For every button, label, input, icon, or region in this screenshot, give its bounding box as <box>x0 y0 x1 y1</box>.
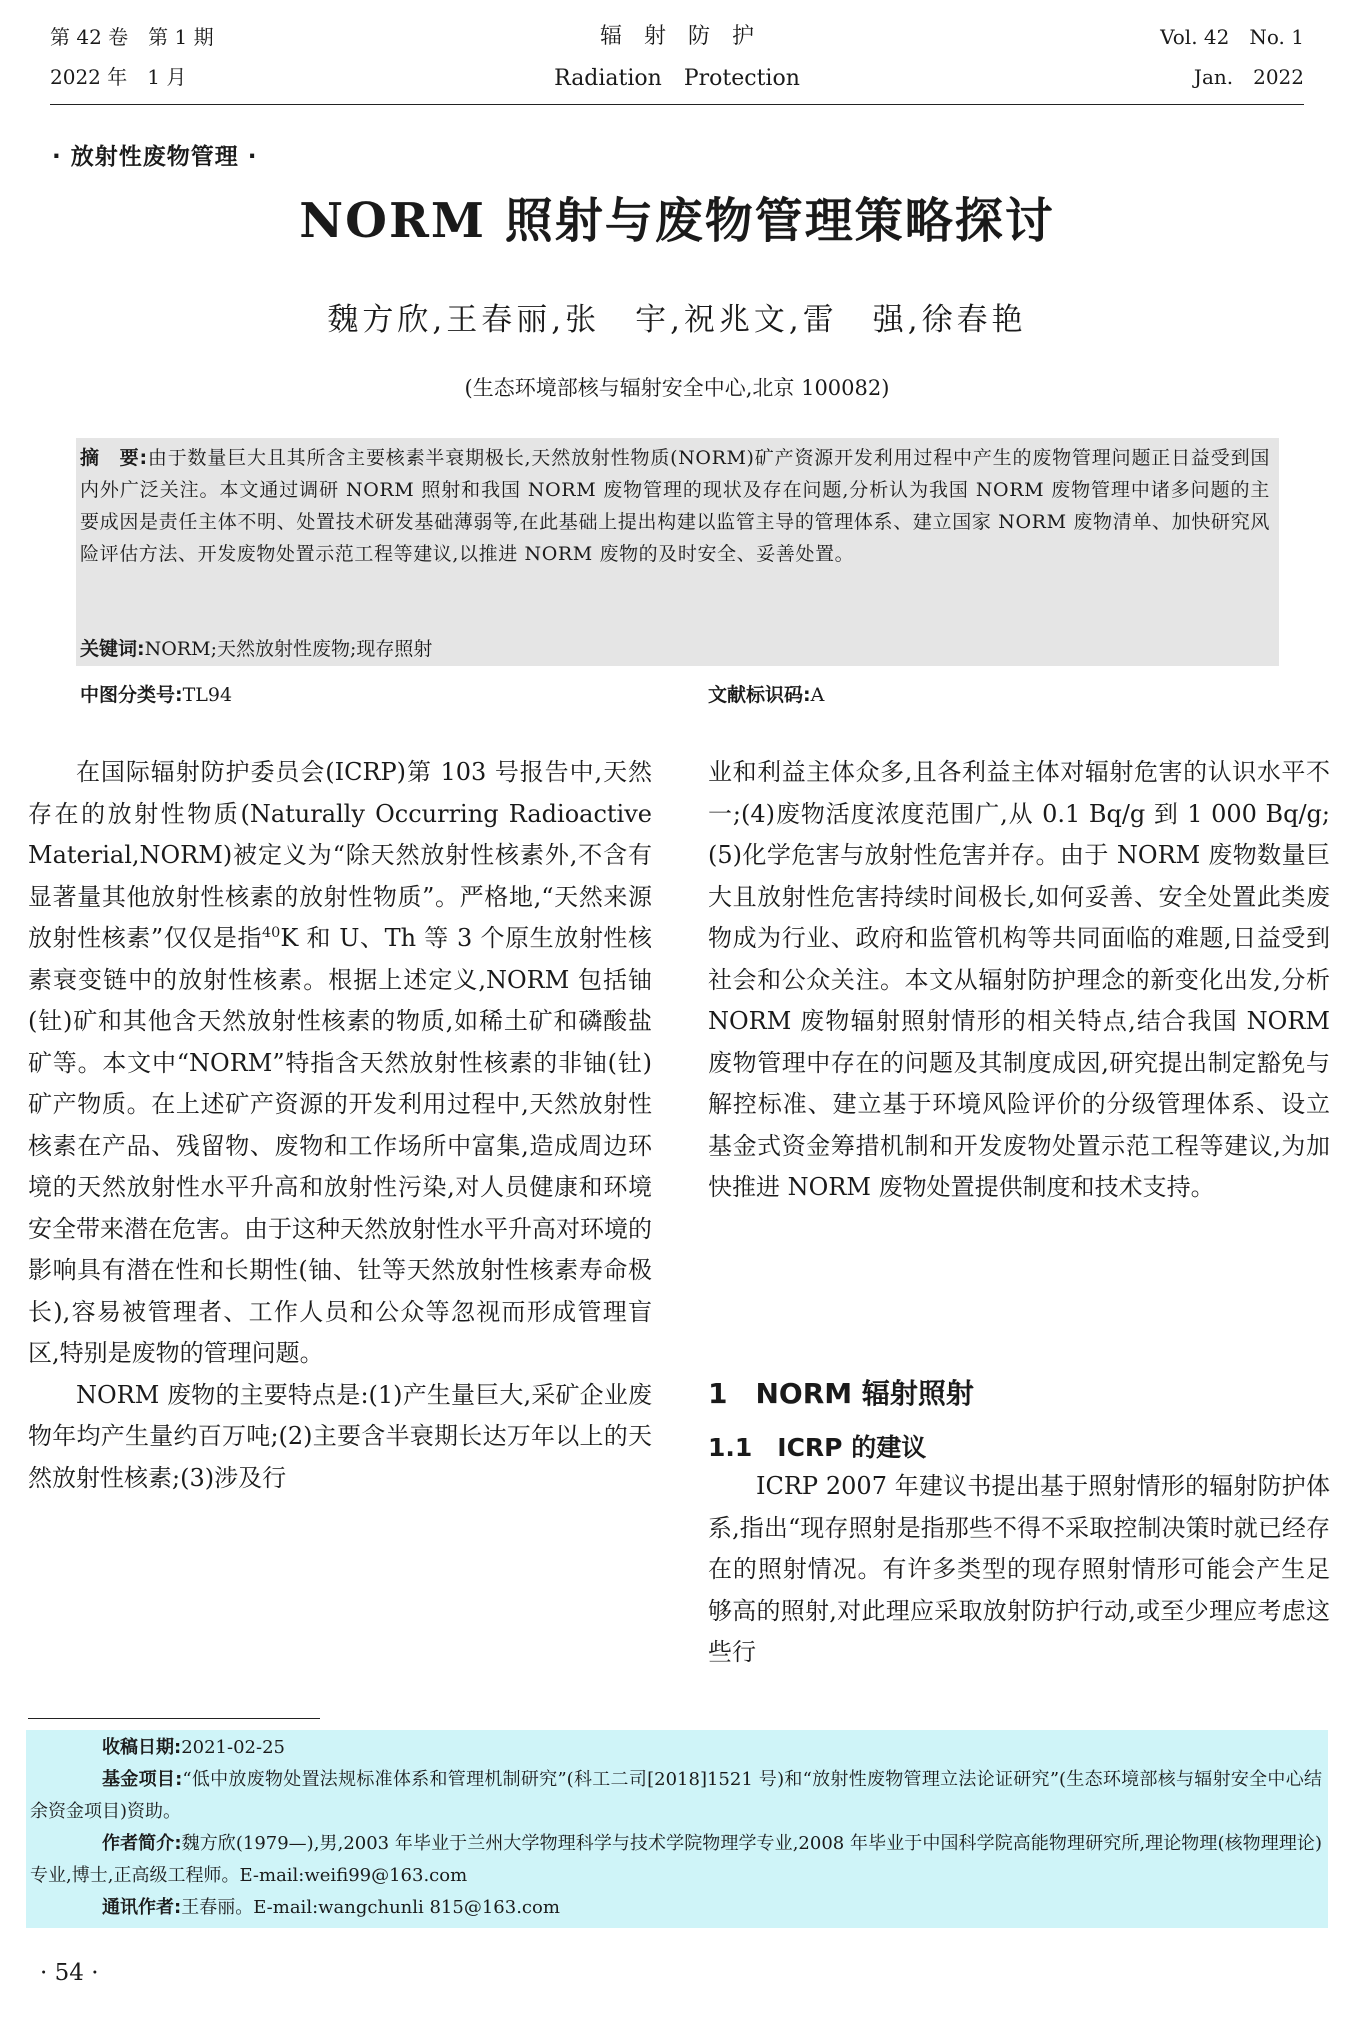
footnote-corresponding <box>30 1892 1322 1924</box>
keywords-label: 关键词: <box>80 638 145 660</box>
header-rule <box>50 104 1304 105</box>
footnote-author <box>30 1828 1322 1892</box>
footnote-received <box>30 1732 1322 1764</box>
header-journal-en: Radiation Protection <box>554 66 800 91</box>
corresponding-label: 通讯作者: <box>102 1897 182 1918</box>
section-heading-1-1: 1.1 ICRP 的建议 <box>708 1433 927 1462</box>
corresponding-text: 王春丽。E-mail:wangchunli 815@163.com <box>181 1897 560 1918</box>
header-date-en: Jan. 2022 <box>1193 65 1304 89</box>
document-code <box>708 680 824 707</box>
author-bio-label: 作者简介: <box>102 1833 182 1854</box>
header-volume-issue-en: Vol. 42 No. 1 <box>1160 25 1304 49</box>
abstract <box>80 442 1270 570</box>
footnote-fund <box>30 1764 1322 1828</box>
received-date: 2021-02-25 <box>181 1737 285 1758</box>
body-paragraph <box>28 752 652 1375</box>
received-label: 收稿日期: <box>102 1737 182 1758</box>
paper-title: NORM 照射与废物管理策略探讨 <box>299 193 1055 249</box>
clc-value: TL94 <box>182 684 233 706</box>
doc-code-value: A <box>810 684 825 706</box>
footnotes <box>30 1732 1322 1924</box>
body-paragraph: NORM 废物的主要特点是:(1)产生量巨大,采矿企业废物年均产生量约百万吨;(2)主要含半衰期长达万年以上的天然放射性核素;(3)涉及行 <box>28 1380 652 1492</box>
body-text: 在国际辐射防护委员会(ICRP)第 103 号报告中,天然存在的放射性物质(Naturally Occurring Radioactive Material,NORM)被定义为“除天然放射性核素外,不含有显著量其他放射性核素的放射性物质”。严格地,“天然来源放射性核素”仅仅是指 <box>28 758 652 952</box>
author-bio-text: 魏方欣(1979—),男,2003 年毕业于兰州大学物理科学与技术学院物理学专业,2008 年毕业于中国科学院高能物理研究所,理论物理(核物理理论)专业,博士,正高级工程师。E-mail:weifi99@163.com <box>30 1833 1322 1886</box>
footnote-rule <box>28 1718 320 1719</box>
header-volume-issue-cn: 第 42 卷 第 1 期 <box>50 25 214 49</box>
section-heading-1: 1 NORM 辐射照射 <box>708 1377 974 1410</box>
abstract-label: 摘 要: <box>80 447 148 469</box>
body-left-column <box>28 752 652 1499</box>
keywords-text: NORM;天然放射性废物;现存照射 <box>144 638 433 660</box>
author-list: 魏方欣,王春丽,张 宇,祝兆文,雷 强,徐春艳 <box>327 302 1027 338</box>
fund-text: “低中放废物处置法规标准体系和管理机制研究”(科工二司[2018]1521 号)和“放射性废物管理立法论证研究”(生态环境部核与辐射安全中心结余资金项目)资助。 <box>30 1769 1322 1822</box>
clc-number <box>80 680 232 707</box>
affiliation: (生态环境部核与辐射安全中心,北京 100082) <box>464 376 890 400</box>
section-tag: · 放射性废物管理 · <box>52 144 258 170</box>
body-paragraph: ICRP 2007 年建议书提出基于照射情形的辐射防护体系,指出“现存照射是指那些不得不采取控制决策时就已经存在的照射情况。有许多类型的现存照射情形可能会产生足够高的照射,对此理应采取放射防护行动,或至少理应考虑这些行 <box>708 1472 1330 1666</box>
body-right-column-continued <box>708 1466 1330 1674</box>
header-date-cn: 2022 年 1 月 <box>50 65 187 89</box>
body-right-column <box>708 752 1330 1209</box>
page-number: · 54 · <box>40 1960 99 1986</box>
body-paragraph: 业和利益主体众多,且各利益主体对辐射危害的认识水平不一;(4)废物活度浓度范围广,从 0.1 Bq/g 到 1 000 Bq/g;(5)化学危害与放射性危害并存。由于 NORM 废物数量巨大且放射性危害持续时间极长,如何妥善、安全处置此类废物成为行业、政府和监管机构等共同面临的难题,日益受到社会和公众关注。本文从辐射防护理念的新变化出发,分析 NORM 废物辐射照射情形的相关特点,结合我国 NORM 废物管理中存在的问题及其制度成因,研究提出制定豁免与解控标准、建立基于环境风险评价的分级管理体系、设立基金式资金筹措机制和开发废物处置示范工程等建议,为加快推进 NORM 废物处置提供制度和技术支持。 <box>708 758 1330 1201</box>
body-text: K 和 U、Th 等 3 个原生放射性核素衰变链中的放射性核素。根据上述定义,NORM 包括铀(钍)矿和其他含天然放射性核素的物质,如稀土矿和磷酸盐矿等。本文中“NORM”特指含天然放射性核素的非铀(钍)矿产物质。在上述矿产资源的开发利用过程中,天然放射性核素在产品、残留物、废物和工作场所中富集,造成周边环境的天然放射性水平升高和放射性污染,对人员健康和环境安全带来潜在危害。由于这种天然放射性水平升高对环境的影响具有潜在性和长期性(铀、钍等天然放射性核素寿命极长),容易被管理者、工作人员和公众等忽视而形成管理盲区,特别是废物的管理问题。 <box>28 924 652 1367</box>
header-journal-cn: 辐 射 防 护 <box>599 24 754 49</box>
doc-code-label: 文献标识码: <box>708 684 811 706</box>
abstract-text: 由于数量巨大且其所含主要核素半衰期极长,天然放射性物质(NORM)矿产资源开发利用过程中产生的废物管理问题正日益受到国内外广泛关注。本文通过调研 NORM 照射和我国 NORM 废物管理的现状及存在问题,分析认为我国 NORM 废物管理中诸多问题的主要成因是责任主体不明、处置技术研发基础薄弱等,在此基础上提出构建以监管主导的管理体系、建立国家 NORM 废物清单、加快研究风险评估方法、开发废物处置示范工程等建议,以推进 NORM 废物的及时安全、妥善处置。 <box>80 447 1270 565</box>
clc-label: 中图分类号: <box>80 684 183 706</box>
fund-label: 基金项目: <box>102 1769 183 1790</box>
keywords <box>80 634 1270 664</box>
superscript: 40 <box>262 925 281 941</box>
